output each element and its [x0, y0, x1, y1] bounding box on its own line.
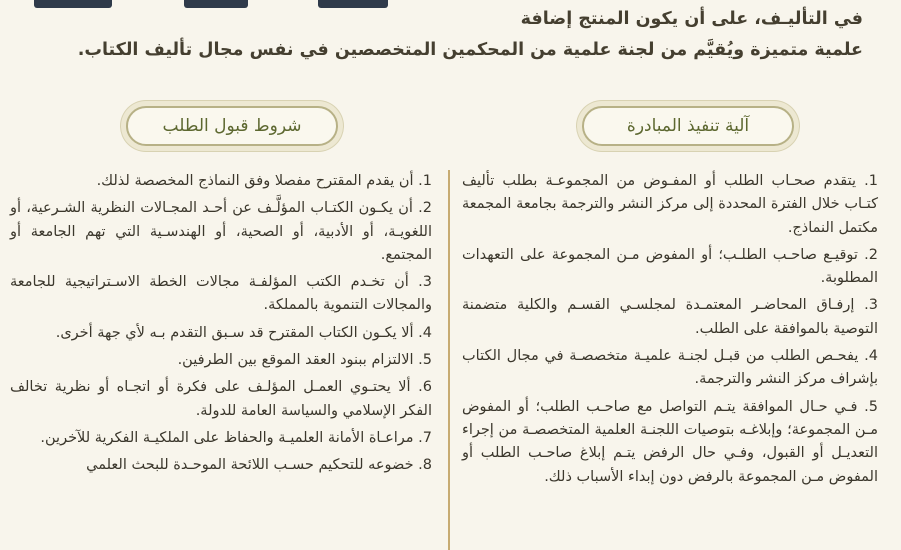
mechanism-list: [462, 170, 878, 493]
conditions-item: 3. أن تخـدم الكتب المؤلفـة مجالات الخطة الاسـتراتيجية للجامعة والمجالات التنموية بالمملكة.: [10, 274, 432, 314]
mechanism-item: 4. يفحـص الطلب من قبـل لجنـة علميـة متخصصـة في مجال الكتاب بإشراف مركز النشر والترجمة.: [462, 348, 878, 388]
conditions-item: 1. أن يقدم المقترح مفصلا وفق النماذج المخصصة لذلك.: [96, 173, 432, 189]
conditions-list: [10, 170, 432, 482]
mechanism-item: 2. توقيـع صاحـب الطلـب؛ أو المفوض مـن المجموعة على التعهدات المطلوبة.: [462, 246, 878, 287]
intro-line-2: علمية متميزة ويُقيَّم من لجنة علمية من المحكمين المتخصصين في نفس مجال تأليف الكتاب.: [77, 40, 863, 60]
conditions-item: 8. خضوعه للتحكيم حسـب اللائحة الموحـدة للبحث العلمي: [86, 457, 432, 474]
intro-paragraph: [63, 4, 863, 66]
mechanism-item: 3. إرفـاق المحاضـر المعتمـدة لمجلسـي القسـم والكلية متضمنة التوصية بالموافقة على الطلب.: [462, 297, 878, 337]
conditions-item: 6. ألا يحتـوي العمـل المؤلـف على فكرة أو اتجـاه أو نظرية تخالف الفكر الإسلامي والسياسة العامة للدولة.: [10, 379, 432, 419]
conditions-item: 4. ألا يكـون الكتاب المقترح قد سـبق التقدم بـه لأي جهة أخرى.: [55, 324, 432, 341]
conditions-item: 5. الالتزام ببنود العقد الموقع بين الطرفين.: [177, 352, 432, 369]
conditions-item: 7. مراعـاة الأمانة العلميـة والحفاظ على الملكيـة الفكرية للآخرين.: [40, 429, 432, 446]
conditions-section-title: [126, 106, 338, 146]
conditions-item: 2. أن يكـون الكتـاب المؤلَّـف عن أحـد المجـالات النظرية الشـرعية، أو اللغويـة، أو الأدبية، أو الصحية، أو الهندسـية التي تهم الجامعة أو المجتمع.: [10, 200, 432, 263]
mechanism-item: 5. فـي حـال الموافقة يتـم التواصل مع صاحـب الطلب؛ أو المفوض مـن المجموعة؛ وإبلاغـه بتوصيات اللجنـة العلمية المتخصصـة من إجراء التعديـل أو القبول، وفـي حال الرفض يتـم إبلاغ صاحـب الطلب أو المفوض مـن المجموعة بالرفض دون إبداء الأسباب ذلك.: [462, 398, 878, 485]
mechanism-item: 1. يتقدم صحـاب الطلب أو المفـوض من المجموعـة بطلب تأليف كتـاب خلال الفترة المحددة إلى مركز النشر والترجمة بجامعة المجمعة مكتمل النماذج.: [462, 173, 878, 236]
conditions-title-label: شروط قبول الطلب: [162, 116, 302, 136]
mechanism-section-title: [582, 106, 794, 146]
mechanism-title-label: آلية تنفيذ المبادرة: [626, 116, 750, 136]
column-divider: [448, 170, 450, 550]
intro-line-1: في التأليـف، على أن يكون المنتج إضافة: [520, 9, 863, 29]
